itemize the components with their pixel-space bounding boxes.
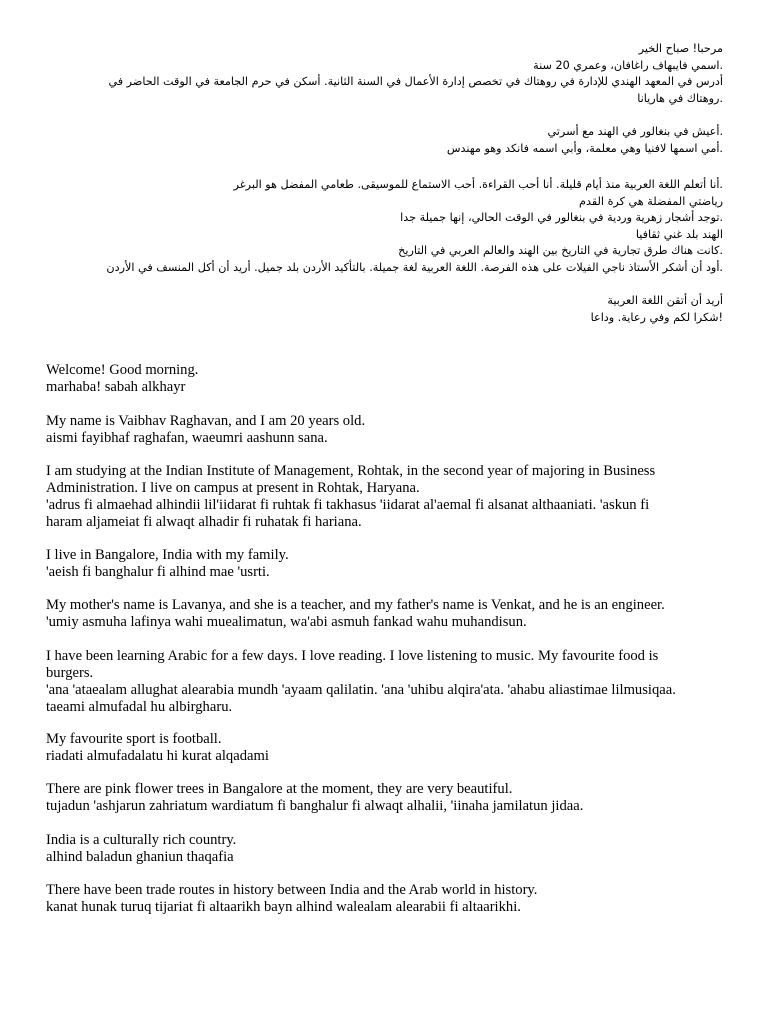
arabic-paragraph-family (33, 124, 723, 157)
arabic-line: .أود أن أشكر الأستاذ ناجي الفيلات على هذه الفرصة. اللغة العربية لغة جميلة. بالتأكيد الأردن بلد جميل. أريد أن أكل المنسف في الأردن (106, 260, 723, 274)
english-sentence: I have been learning Arabic for a few days. I love reading. I love listening to music. My favourite food is (46, 648, 659, 664)
english-sentence: My mother's name is Lavanya, and she is a teacher, and my father's name is Venkat, and he is an engineer. (46, 597, 665, 613)
paragraph-trade (46, 882, 736, 916)
arabic-line: رياضتي المفضلة هي كرة القدم (579, 194, 723, 208)
arabic-line: مرحبا! صباح الخير (638, 42, 723, 55)
arabic-line: .أنا أتعلم اللغة العربية منذ أيام قليلة. أنا أحب القراءة. أحب الاستماع للموسيقى. طعامي المفضل هو البرغر (233, 178, 723, 191)
paragraph-family (46, 547, 736, 581)
transliteration-line: aismi fayibhaf raghafan, waeumri aashunn sana. (46, 430, 328, 446)
arabic-line: .كانت هناك طرق تجارية في التاريخ بين الهند والعالم العربي في التاريخ (398, 244, 723, 258)
transliteration-line: 'umiy asmuha lafinya wahi muealimatun, wa'abi asmuh fankad wahu muhandisun. (46, 614, 527, 630)
arabic-line: أدرس في المعهد الهندي للإدارة في روهتاك في تخصص إدارة الأعمال في السنة الثانية. أسكن في حرم الجامعة في الوقت الحاضر في (108, 75, 723, 89)
paragraph-sport (46, 731, 736, 765)
english-sentence: I live in Bangalore, India with my family. (46, 547, 289, 563)
paragraph-study (46, 463, 736, 531)
paragraph-hobbies (46, 648, 736, 716)
transliteration-line: taeami almufadal hu albirgharu. (46, 699, 233, 715)
transliteration-line: 'adrus fi almaehad alhindii lil'iidarat fi ruhtak fi takhasus 'iidarat al'aemal fi alsanat althaaniati. 'askun fi (46, 497, 650, 513)
english-sentence: I am studying at the Indian Institute of Management, Rohtak, in the second year of majoring in Business (46, 463, 656, 479)
paragraph-trees (46, 781, 736, 815)
arabic-paragraph-closing (33, 293, 723, 326)
paragraph-welcome (46, 362, 736, 396)
english-sentence: Welcome! Good morning. (46, 362, 199, 378)
arabic-line: .أعيش في بنغالور في الهند مع أسرتي (547, 125, 723, 138)
arabic-line: .أمي اسمها لافنيا وهي معلمة، وأبي اسمه فانكد وهو مهندس (446, 141, 723, 155)
transliteration-line: riadati almufadalatu hi kurat alqadami (46, 748, 269, 764)
english-sentence: My name is Vaibhav Raghavan, and I am 20 years old. (46, 413, 366, 429)
transliteration-line: alhind baladun ghaniun thaqafia (46, 849, 234, 865)
english-sentence: There have been trade routes in history between India and the Arab world in history. (46, 882, 538, 898)
english-sentence: My favourite sport is football. (46, 731, 222, 747)
arabic-line: الهند بلد غني ثقافيا (635, 227, 723, 241)
arabic-line: .اسمي فايبهاف راغافان، وعمري 20 سنة (533, 58, 723, 72)
transliteration-line: 'ana 'ataealam allughat alearabia mundh 'ayaam qalilatin. 'ana 'uhibu alqira'ata. 'ahabu aliastimae lilmusiqaa. (46, 682, 676, 698)
arabic-paragraph-greeting (33, 41, 723, 107)
paragraph-parents (46, 597, 736, 631)
arabic-line: !شكرا لكم وفي رعاية. وداعا (590, 310, 723, 324)
transliteration-line: haram aljameiat fi alwaqt alhadir fi ruhatak fi hariana. (46, 514, 362, 530)
transliteration-line: kanat hunak turuq tijariat fi altaarikh bayn alhind walealam alearabii fi altaarikhi. (46, 899, 521, 915)
transliteration-line: 'aeish fi banghalur fi alhind mae 'usrti. (46, 564, 270, 580)
transliteration-line: tujadun 'ashjarun zahriatum wardiatum fi banghalur fi alwaqt alhalii, 'iinaha jamilatun jidaa. (46, 798, 584, 814)
arabic-paragraph-interests (33, 177, 723, 277)
english-sentence: There are pink flower trees in Bangalore at the moment, they are very beautiful. (46, 781, 513, 797)
english-sentence: burgers. (46, 665, 94, 681)
paragraph-india (46, 832, 736, 866)
english-sentence: Administration. I live on campus at present in Rohtak, Haryana. (46, 480, 420, 496)
paragraph-name (46, 413, 736, 447)
transliteration-line: marhaba! sabah alkhayr (46, 379, 186, 395)
english-sentence: India is a culturally rich country. (46, 832, 237, 848)
arabic-line: .روهتاك في هاريانا (637, 91, 723, 105)
arabic-line: .توجد أشجار زهرية وردية في بنغالور في الوقت الحالي، إنها جميلة جدا (400, 211, 723, 225)
arabic-line: أريد أن أتقن اللغة العربية (607, 294, 723, 307)
